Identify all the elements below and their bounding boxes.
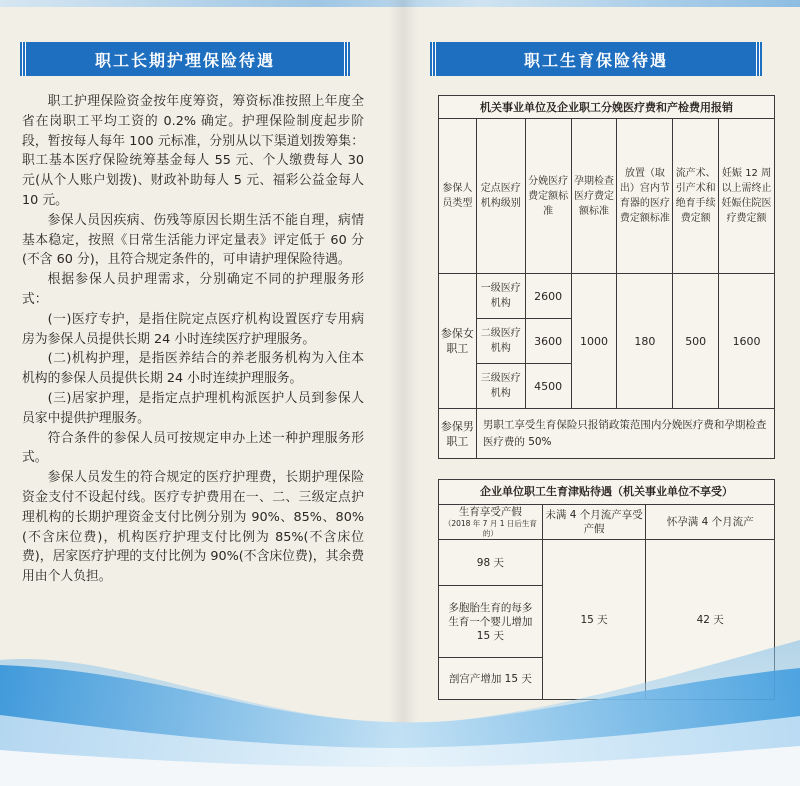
table1-caption: 机关事业单位及企业职工分娩医疗费和产检费用报销 (439, 96, 775, 119)
decorative-blue-wave (0, 620, 800, 786)
paragraph-apply: 符合条件的参保人员可按规定申办上述一种护理服务形式。 (22, 430, 364, 466)
hospital-level-1: 一级医疗机构 (476, 274, 525, 319)
paragraph-home-care: (三)居家护理，是指定点护理机构派医护人员到参保人员家中提供护理服务。 (22, 390, 364, 426)
header-childbirth-leave-note: （2018 年 7 月 1 日后生育的） (443, 519, 537, 538)
paragraph-eligibility: 参保人员因疾病、伤残等原因长期生活不能自理，病情基本稳定，按照《日常生活能力评定量表》评定低于 60 分(不含 60 分)，且符合规定条件的，可申请护理保险待遇。 (22, 212, 364, 268)
header-abortion-fee: 流产术、引产术和绝育手续费定额 (673, 119, 719, 274)
maternity-medical-table (438, 95, 775, 459)
early-miscarriage-days: 15 天 (542, 540, 646, 700)
male-worker-label: 参保男职工 (439, 409, 477, 459)
paragraph-institution-care: (二)机构护理，是指医养结合的养老服务机构为入住本机构的参保人员提供长期 24 小时连续护理服务。 (22, 351, 364, 387)
hospital-level-2: 二级医疗机构 (476, 319, 525, 364)
header-hospital-level: 定点医疗机构级别 (476, 119, 525, 274)
paragraph-service-forms: 根据参保人员护理需求，分别确定不同的护理服务形式： (22, 272, 364, 307)
female-worker-label: 参保女职工 (439, 274, 477, 409)
paragraph-funding: 职工护理保险资金按年度筹资，筹资标准按照上年度全省在岗职工平均工资的 0.2% 确定。护理保险制度起步阶段，暂按每人每年 100 元标准，分别从以下渠道划拨筹集：职工基本医疗保险统筹基金每人 55 元、个人缴费每人 30 元(从个人账户划拨)、财政补助每人 5 元、福彩公益金每人 10 元。 (22, 94, 364, 208)
hospital-level-3: 三级医疗机构 (476, 364, 525, 409)
termination-fee-value: 1600 (719, 274, 775, 409)
left-body-text (22, 92, 364, 587)
delivery-fee-level-3: 4500 (525, 364, 571, 409)
right-section-title (430, 42, 762, 76)
abortion-fee-value: 500 (673, 274, 719, 409)
table2-caption: 企业单位职工生育津贴待遇（机关事业单位不享受） (439, 480, 775, 505)
header-prenatal-fee: 孕期检查医疗费定额标准 (571, 119, 617, 274)
header-childbirth-leave-label: 生育享受产假 (458, 506, 522, 518)
header-early-miscarriage: 未满 4 个月流产享受产假 (542, 505, 646, 540)
header-insured-type: 参保人员类型 (439, 119, 477, 274)
header-childbirth-leave (439, 505, 543, 540)
paragraph-payment: 参保人员发生的符合规定的医疗护理费，长期护理保险资金支付不设起付线。医疗专护费用在一、二、三级定点护理机构的长期护理资金支付比例分别为 90%、85%、80%(不含床位费)，机构医疗护理支付比例为 85%(不含床位费)，居家医疗护理的支付比例为 90%(不含床位费)，其余费用由个人负担。 (22, 470, 364, 585)
leave-cesarean: 剖宫产增加 15 天 (439, 658, 543, 700)
delivery-fee-level-2: 3600 (525, 319, 571, 364)
male-worker-note: 男职工享受生育保险只报销政策范围内分娩医疗费和孕期检查医疗费的 50% (476, 409, 774, 459)
paragraph-medical-care: (一)医疗专护，是指住院定点医疗机构设置医疗专用病房为参保人员提供长期 24 小时连续医疗护理服务。 (22, 311, 364, 347)
delivery-fee-level-1: 2600 (525, 274, 571, 319)
header-iud-fee: 放置（取出）宫内节育器的医疗费定额标准 (617, 119, 673, 274)
header-late-miscarriage: 怀孕满 4 个月流产 (646, 505, 775, 540)
prenatal-fee-value: 1000 (571, 274, 617, 409)
late-miscarriage-days: 42 天 (646, 540, 775, 700)
header-termination-fee: 妊娠 12 周以上需终止妊娠住院医疗费定额 (719, 119, 775, 274)
iud-fee-value: 180 (617, 274, 673, 409)
leave-multiple-births: 多胞胎生育的每多生育一个婴儿增加 15 天 (439, 586, 543, 658)
right-section-title-text: 职工生育保险待遇 (523, 50, 668, 70)
left-section-title-text: 职工长期护理保险待遇 (94, 50, 275, 70)
header-delivery-fee: 分娩医疗费定额标准 (525, 119, 571, 274)
left-section-title (20, 42, 350, 76)
leave-base-days: 98 天 (439, 540, 543, 586)
